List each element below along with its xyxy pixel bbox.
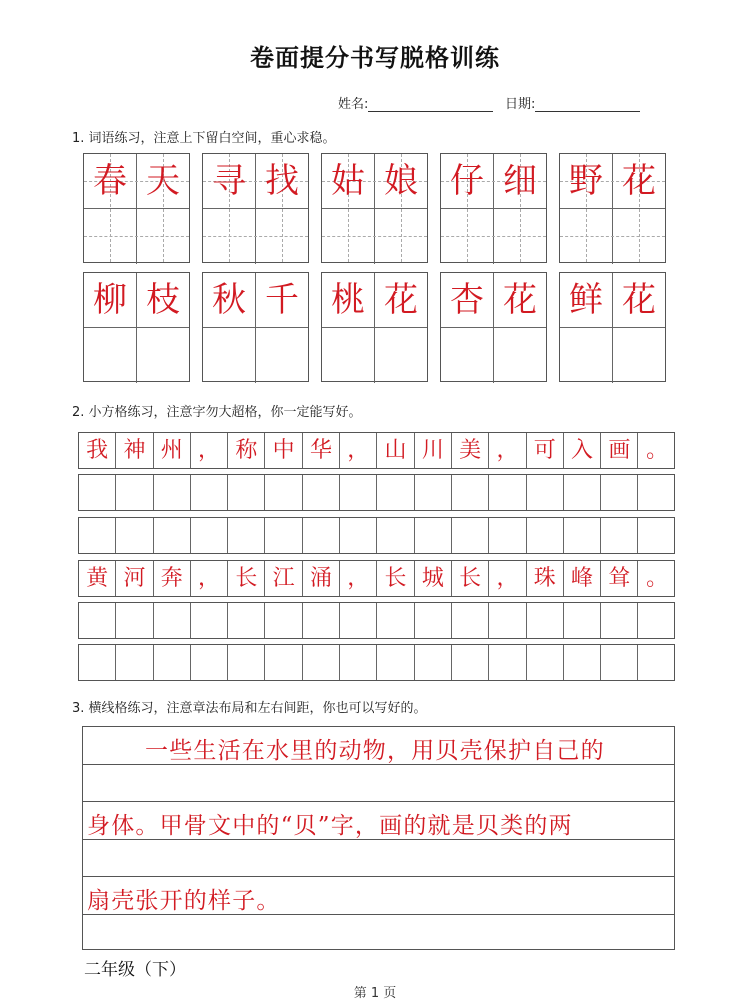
grid-cell[interactable] — [79, 645, 116, 680]
date-input-line[interactable] — [535, 97, 640, 112]
grid-cell[interactable] — [639, 645, 676, 680]
name-input-line[interactable] — [368, 97, 493, 112]
practice-char: 野 — [569, 161, 603, 201]
grid-cell[interactable] — [303, 518, 340, 553]
grid-cell[interactable] — [303, 603, 340, 638]
grid-cell[interactable] — [639, 603, 676, 638]
grid-cell[interactable] — [154, 518, 191, 553]
grid-char: 长 — [452, 561, 489, 596]
grid-char: 神 — [116, 433, 153, 468]
section2-title: 2. 小方格练习，注意字勿大超格，你一定能写好。 — [72, 405, 362, 420]
grid-cell[interactable] — [79, 603, 116, 638]
word-box — [440, 153, 547, 263]
grid-char: 华 — [303, 433, 340, 468]
word-box — [202, 153, 309, 263]
grid-cell[interactable] — [340, 475, 377, 510]
grid-cell[interactable] — [452, 645, 489, 680]
grid-cell[interactable] — [228, 603, 265, 638]
grid-cell[interactable] — [639, 518, 676, 553]
grid-cell[interactable] — [452, 475, 489, 510]
grid-char: ， — [191, 561, 228, 596]
grid-char: 川 — [415, 433, 452, 468]
grid-char: ， — [340, 433, 377, 468]
grid-char: ， — [340, 561, 377, 596]
grid-cell[interactable] — [191, 518, 228, 553]
practice-row[interactable] — [78, 517, 675, 554]
practice-char: 秋 — [212, 280, 246, 320]
word-box — [202, 272, 309, 382]
grid-char: 画 — [601, 433, 638, 468]
grid-char: 中 — [266, 433, 303, 468]
name-field[interactable] — [338, 93, 493, 112]
grid-cell[interactable] — [303, 475, 340, 510]
model-sentence: 身体。甲骨文中的“贝”字，画的就是贝类的两 — [87, 813, 573, 839]
grid-cell[interactable] — [489, 645, 526, 680]
grid-cell[interactable] — [415, 603, 452, 638]
grid-cell[interactable] — [415, 518, 452, 553]
grid-cell[interactable] — [601, 475, 638, 510]
practice-char: 找 — [265, 161, 299, 201]
word-box — [559, 272, 666, 382]
grid-cell[interactable] — [266, 475, 303, 510]
grid-cell[interactable] — [377, 518, 414, 553]
grid-char: 城 — [415, 561, 452, 596]
word-box — [559, 153, 666, 263]
writing-area[interactable] — [203, 328, 308, 383]
grid-cell[interactable] — [191, 475, 228, 510]
model-sentence: 扇壳张开的样子。 — [87, 888, 281, 914]
grid-cell[interactable] — [601, 645, 638, 680]
grid-cell[interactable] — [154, 475, 191, 510]
grid-cell[interactable] — [377, 645, 414, 680]
grid-char: 长 — [377, 561, 414, 596]
grid-cell[interactable] — [228, 645, 265, 680]
grid-cell[interactable] — [266, 518, 303, 553]
section1-title: 1. 词语练习，注意上下留白空间，重心求稳。 — [72, 131, 336, 146]
grid-cell[interactable] — [303, 645, 340, 680]
practice-char: 娘 — [384, 161, 418, 201]
model-row — [78, 560, 675, 597]
grid-char: 珠 — [527, 561, 564, 596]
grid-char: 。 — [646, 438, 669, 463]
page-number: 第 1 页 — [353, 986, 397, 1001]
grid-cell[interactable] — [601, 603, 638, 638]
date-label: 日期: — [505, 97, 536, 112]
writing-area[interactable] — [441, 209, 546, 264]
practice-char: 花 — [384, 280, 418, 320]
grid-cell[interactable] — [489, 518, 526, 553]
grid-char: 奔 — [154, 561, 191, 596]
practice-char: 花 — [503, 280, 537, 320]
grid-char: ， — [489, 561, 526, 596]
writing-area[interactable] — [203, 209, 308, 264]
grid-cell[interactable] — [601, 518, 638, 553]
practice-char: 花 — [622, 161, 656, 201]
writing-area[interactable] — [560, 209, 665, 264]
writing-area[interactable] — [441, 328, 546, 383]
practice-char: 仔 — [450, 161, 484, 201]
grid-cell[interactable] — [639, 475, 676, 510]
writing-area[interactable] — [84, 209, 189, 264]
grid-char: 黄 — [79, 561, 116, 596]
grid-cell[interactable] — [564, 475, 601, 510]
ruled-line — [83, 801, 674, 802]
ruled-line-grid — [82, 726, 675, 950]
grid-cell[interactable] — [191, 603, 228, 638]
grid-char: 州 — [154, 433, 191, 468]
grid-cell[interactable] — [564, 645, 601, 680]
grid-char: ， — [191, 433, 228, 468]
grid-char: 涌 — [303, 561, 340, 596]
grid-cell[interactable] — [79, 518, 116, 553]
grid-cell[interactable] — [564, 603, 601, 638]
practice-char: 寻 — [212, 161, 246, 201]
grid-char: ， — [489, 433, 526, 468]
practice-char: 桃 — [331, 280, 365, 320]
grid-cell[interactable] — [266, 645, 303, 680]
word-box — [83, 272, 190, 382]
writing-area[interactable] — [560, 328, 665, 383]
grid-cell[interactable] — [527, 603, 564, 638]
grid-cell[interactable] — [191, 645, 228, 680]
word-box — [83, 153, 190, 263]
grid-cell[interactable] — [564, 518, 601, 553]
grid-char: 入 — [564, 433, 601, 468]
grid-char: 耸 — [601, 561, 638, 596]
writing-area[interactable] — [322, 328, 427, 383]
grid-cell[interactable] — [377, 603, 414, 638]
grid-cell[interactable] — [527, 475, 564, 510]
practice-char: 枝 — [146, 280, 180, 320]
grid-char: 江 — [266, 561, 303, 596]
practice-char: 天 — [146, 161, 180, 201]
ruled-line — [83, 876, 674, 877]
grid-char: 美 — [452, 433, 489, 468]
model-row — [78, 432, 675, 469]
grid-cell[interactable] — [154, 603, 191, 638]
grid-char: 河 — [116, 561, 153, 596]
grid-cell[interactable] — [116, 475, 153, 510]
grid-cell[interactable] — [489, 475, 526, 510]
grid-char: 可 — [527, 433, 564, 468]
grid-cell[interactable] — [340, 518, 377, 553]
practice-char: 柳 — [93, 280, 127, 320]
grid-cell[interactable] — [116, 645, 153, 680]
grid-cell[interactable] — [340, 603, 377, 638]
grid-cell[interactable] — [489, 603, 526, 638]
word-box — [321, 153, 428, 263]
grid-char: 峰 — [564, 561, 601, 596]
grid-char: 称 — [228, 433, 265, 468]
grid-cell[interactable] — [228, 518, 265, 553]
grid-cell[interactable] — [79, 475, 116, 510]
writing-area[interactable] — [322, 209, 427, 264]
grid-cell[interactable] — [452, 518, 489, 553]
grid-char: 长 — [228, 561, 265, 596]
page-title: 卷面提分书写脱格训练 — [250, 44, 500, 72]
practice-char: 花 — [622, 280, 656, 320]
grid-cell[interactable] — [452, 603, 489, 638]
grid-cell[interactable] — [228, 475, 265, 510]
word-box — [321, 272, 428, 382]
grid-cell[interactable] — [415, 475, 452, 510]
practice-char: 春 — [93, 161, 127, 201]
practice-char: 鲜 — [569, 280, 603, 320]
practice-char: 杏 — [450, 280, 484, 320]
grid-cell[interactable] — [266, 603, 303, 638]
grid-cell[interactable] — [415, 645, 452, 680]
name-label: 姓名: — [338, 97, 369, 112]
practice-char: 千 — [265, 280, 299, 320]
grid-cell[interactable] — [527, 518, 564, 553]
grid-cell[interactable] — [527, 645, 564, 680]
grid-cell[interactable] — [116, 603, 153, 638]
grid-char: 。 — [646, 566, 669, 591]
writing-area[interactable] — [84, 328, 189, 383]
practice-char: 细 — [503, 161, 537, 201]
word-box — [440, 272, 547, 382]
model-sentence: 一些生活在水里的动物，用贝壳保护自己的 — [145, 738, 605, 764]
practice-char: 姑 — [331, 161, 365, 201]
practice-row[interactable] — [78, 474, 675, 511]
practice-row[interactable] — [78, 644, 675, 681]
grid-char: 山 — [377, 433, 414, 468]
grade-label: 二年级（下） — [84, 960, 186, 980]
practice-row[interactable] — [78, 602, 675, 639]
date-field[interactable] — [505, 93, 640, 112]
grid-cell[interactable] — [340, 645, 377, 680]
section3-title: 3. 横线格练习，注意章法布局和左右间距，你也可以写好的。 — [72, 701, 427, 716]
grid-cell[interactable] — [154, 645, 191, 680]
grid-cell[interactable] — [377, 475, 414, 510]
grid-char: 我 — [79, 433, 116, 468]
grid-cell[interactable] — [116, 518, 153, 553]
